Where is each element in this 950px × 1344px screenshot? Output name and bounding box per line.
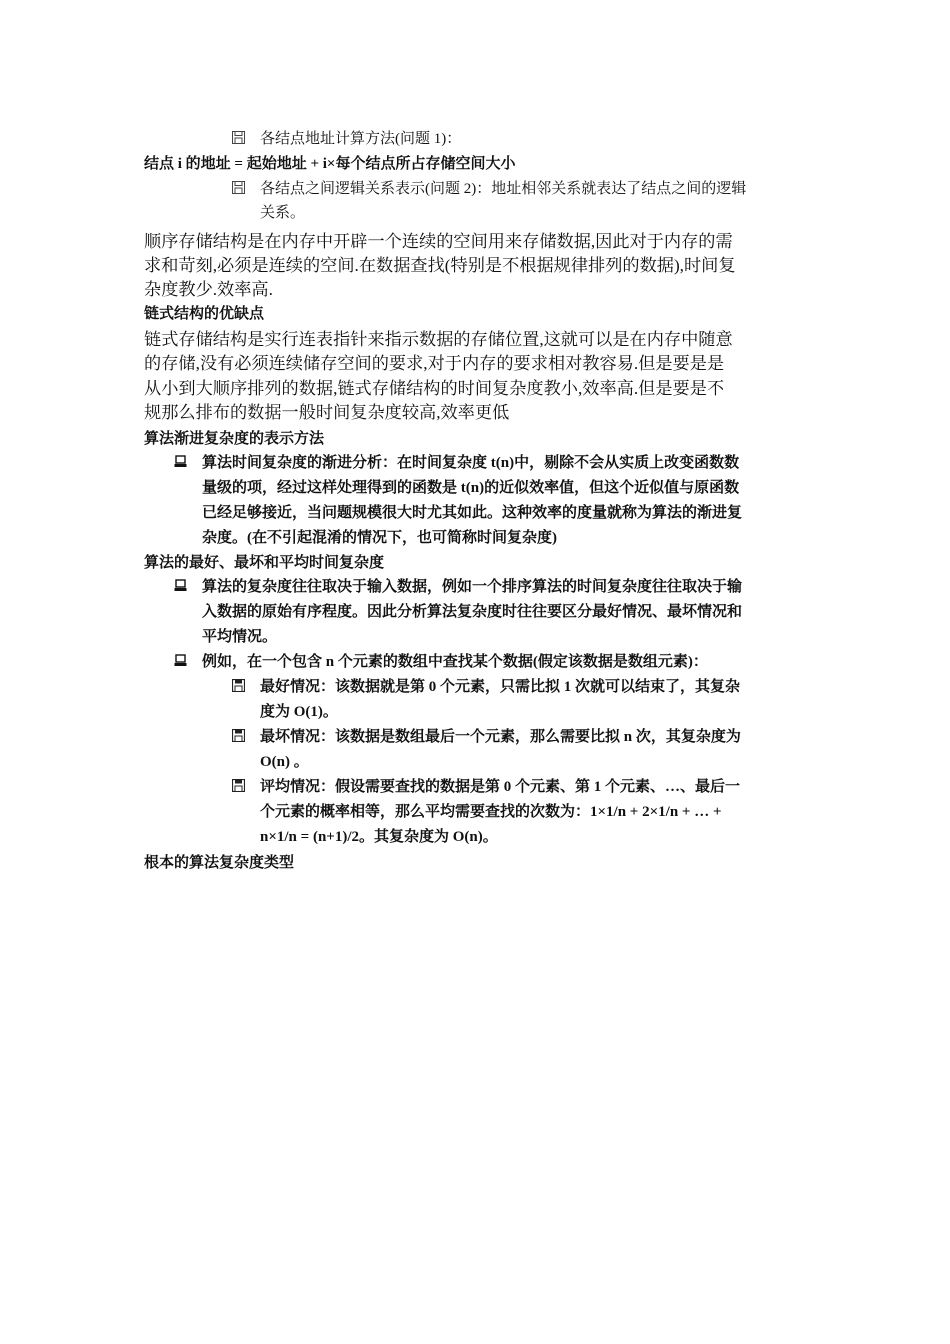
sub-bullet-text: 各结点之间逻辑关系表示(问题 2)：地址相邻关系就表达了结点之间的逻辑 [260, 181, 747, 197]
sub-bullet-text: 评均情况：假设需要查找的数据是第 0 个元素、第 1 个元素、…、最后一 [260, 779, 741, 795]
sub-bullet-text: 度为 O(1)。 [260, 704, 338, 720]
body-paragraph-line: 求和苛刻,必须是连续的空间.在数据查找(特别是不根据规律排列的数据),时间复 [144, 256, 736, 275]
disk-bullet-icon [232, 181, 245, 194]
disk-bullet-icon [232, 729, 245, 742]
body-paragraph-line: 链式存储结构是实行连表指针来指示数据的存储位置,这就可以是在内存中随意 [144, 330, 733, 349]
disk-bullet-icon [232, 131, 245, 144]
main-bullet-text: 量级的项，经过这样处理得到的函数是 t(n)的近似效率值，但这个近似值与原函数 [202, 480, 740, 496]
sub-bullet-text: 最坏情况：该数据是数组最后一个元素，那么需要比拟 n 次，其复杂度为 [260, 729, 741, 745]
section-heading: 算法的最好、最坏和平均时间复杂度 [144, 555, 385, 571]
body-paragraph-line: 顺序存储结构是在内存中开辟一个连续的空间用来存储数据,因此对于内存的需 [144, 232, 733, 251]
main-bullet-text: 算法时间复杂度的渐进分析：在时间复杂度 t(n)中，剔除不会从实质上改变函数数 [202, 455, 740, 471]
body-paragraph-line: 规那么排布的数据一般时间复杂度较高,效率更低 [144, 403, 510, 422]
address-formula: 结点 i 的地址 = 起始地址 + i×每个结点所占存储空间大小 [144, 156, 516, 172]
laptop-bullet-icon [174, 455, 187, 468]
body-paragraph-line: 杂度教少.效率高. [144, 280, 273, 299]
sub-bullet-text: 各结点地址计算方法(问题 1)： [260, 131, 462, 147]
laptop-bullet-icon [174, 654, 187, 667]
main-bullet-text: 平均情况。 [202, 629, 278, 645]
sub-bullet-text: 关系。 [260, 205, 306, 221]
main-bullet-text: 杂度。(在不引起混淆的情况下，也可简称时间复杂度) [202, 530, 557, 546]
main-bullet-text: 例如，在一个包含 n 个元素的数组中查找某个数据(假定该数据是数组元素)： [202, 654, 708, 670]
laptop-bullet-icon [174, 579, 187, 592]
main-bullet-text: 已经足够接近，当问题规模很大时尤其如此。这种效率的度量就称为算法的渐进复 [202, 505, 743, 521]
sub-bullet-text: 个元素的概率相等，那么平均需要查找的次数为：1×1/n + 2×1/n + … + [260, 804, 722, 820]
main-bullet-text: 算法的复杂度往往取决于输入数据，例如一个排序算法的时间复杂度往往取决于输 [202, 579, 743, 595]
section-heading: 算法渐进复杂度的表示方法 [144, 431, 325, 447]
disk-bullet-icon [232, 779, 245, 792]
sub-bullet-text: 最好情况：该数据就是第 0 个元素，只需比拟 1 次就可以结束了，其复杂 [260, 679, 741, 695]
body-paragraph-line: 的存储,没有必须连续储存空间的要求,对于内存的要求相对教容易.但是要是是 [144, 354, 725, 373]
disk-bullet-icon [232, 679, 245, 692]
sub-bullet-text: O(n) 。 [260, 754, 309, 770]
section-heading: 链式结构的优缺点 [144, 306, 265, 322]
section-heading: 根本的算法复杂度类型 [144, 855, 295, 871]
sub-bullet-text: n×1/n = (n+1)/2。其复杂度为 O(n)。 [260, 829, 498, 845]
main-bullet-text: 入数据的原始有序程度。因此分析算法复杂度时往往要区分最好情况、最坏情况和 [202, 604, 743, 620]
body-paragraph-line: 从小到大顺序排列的数据,链式存储结构的时间复杂度教小,效率高.但是要是不 [144, 379, 725, 398]
